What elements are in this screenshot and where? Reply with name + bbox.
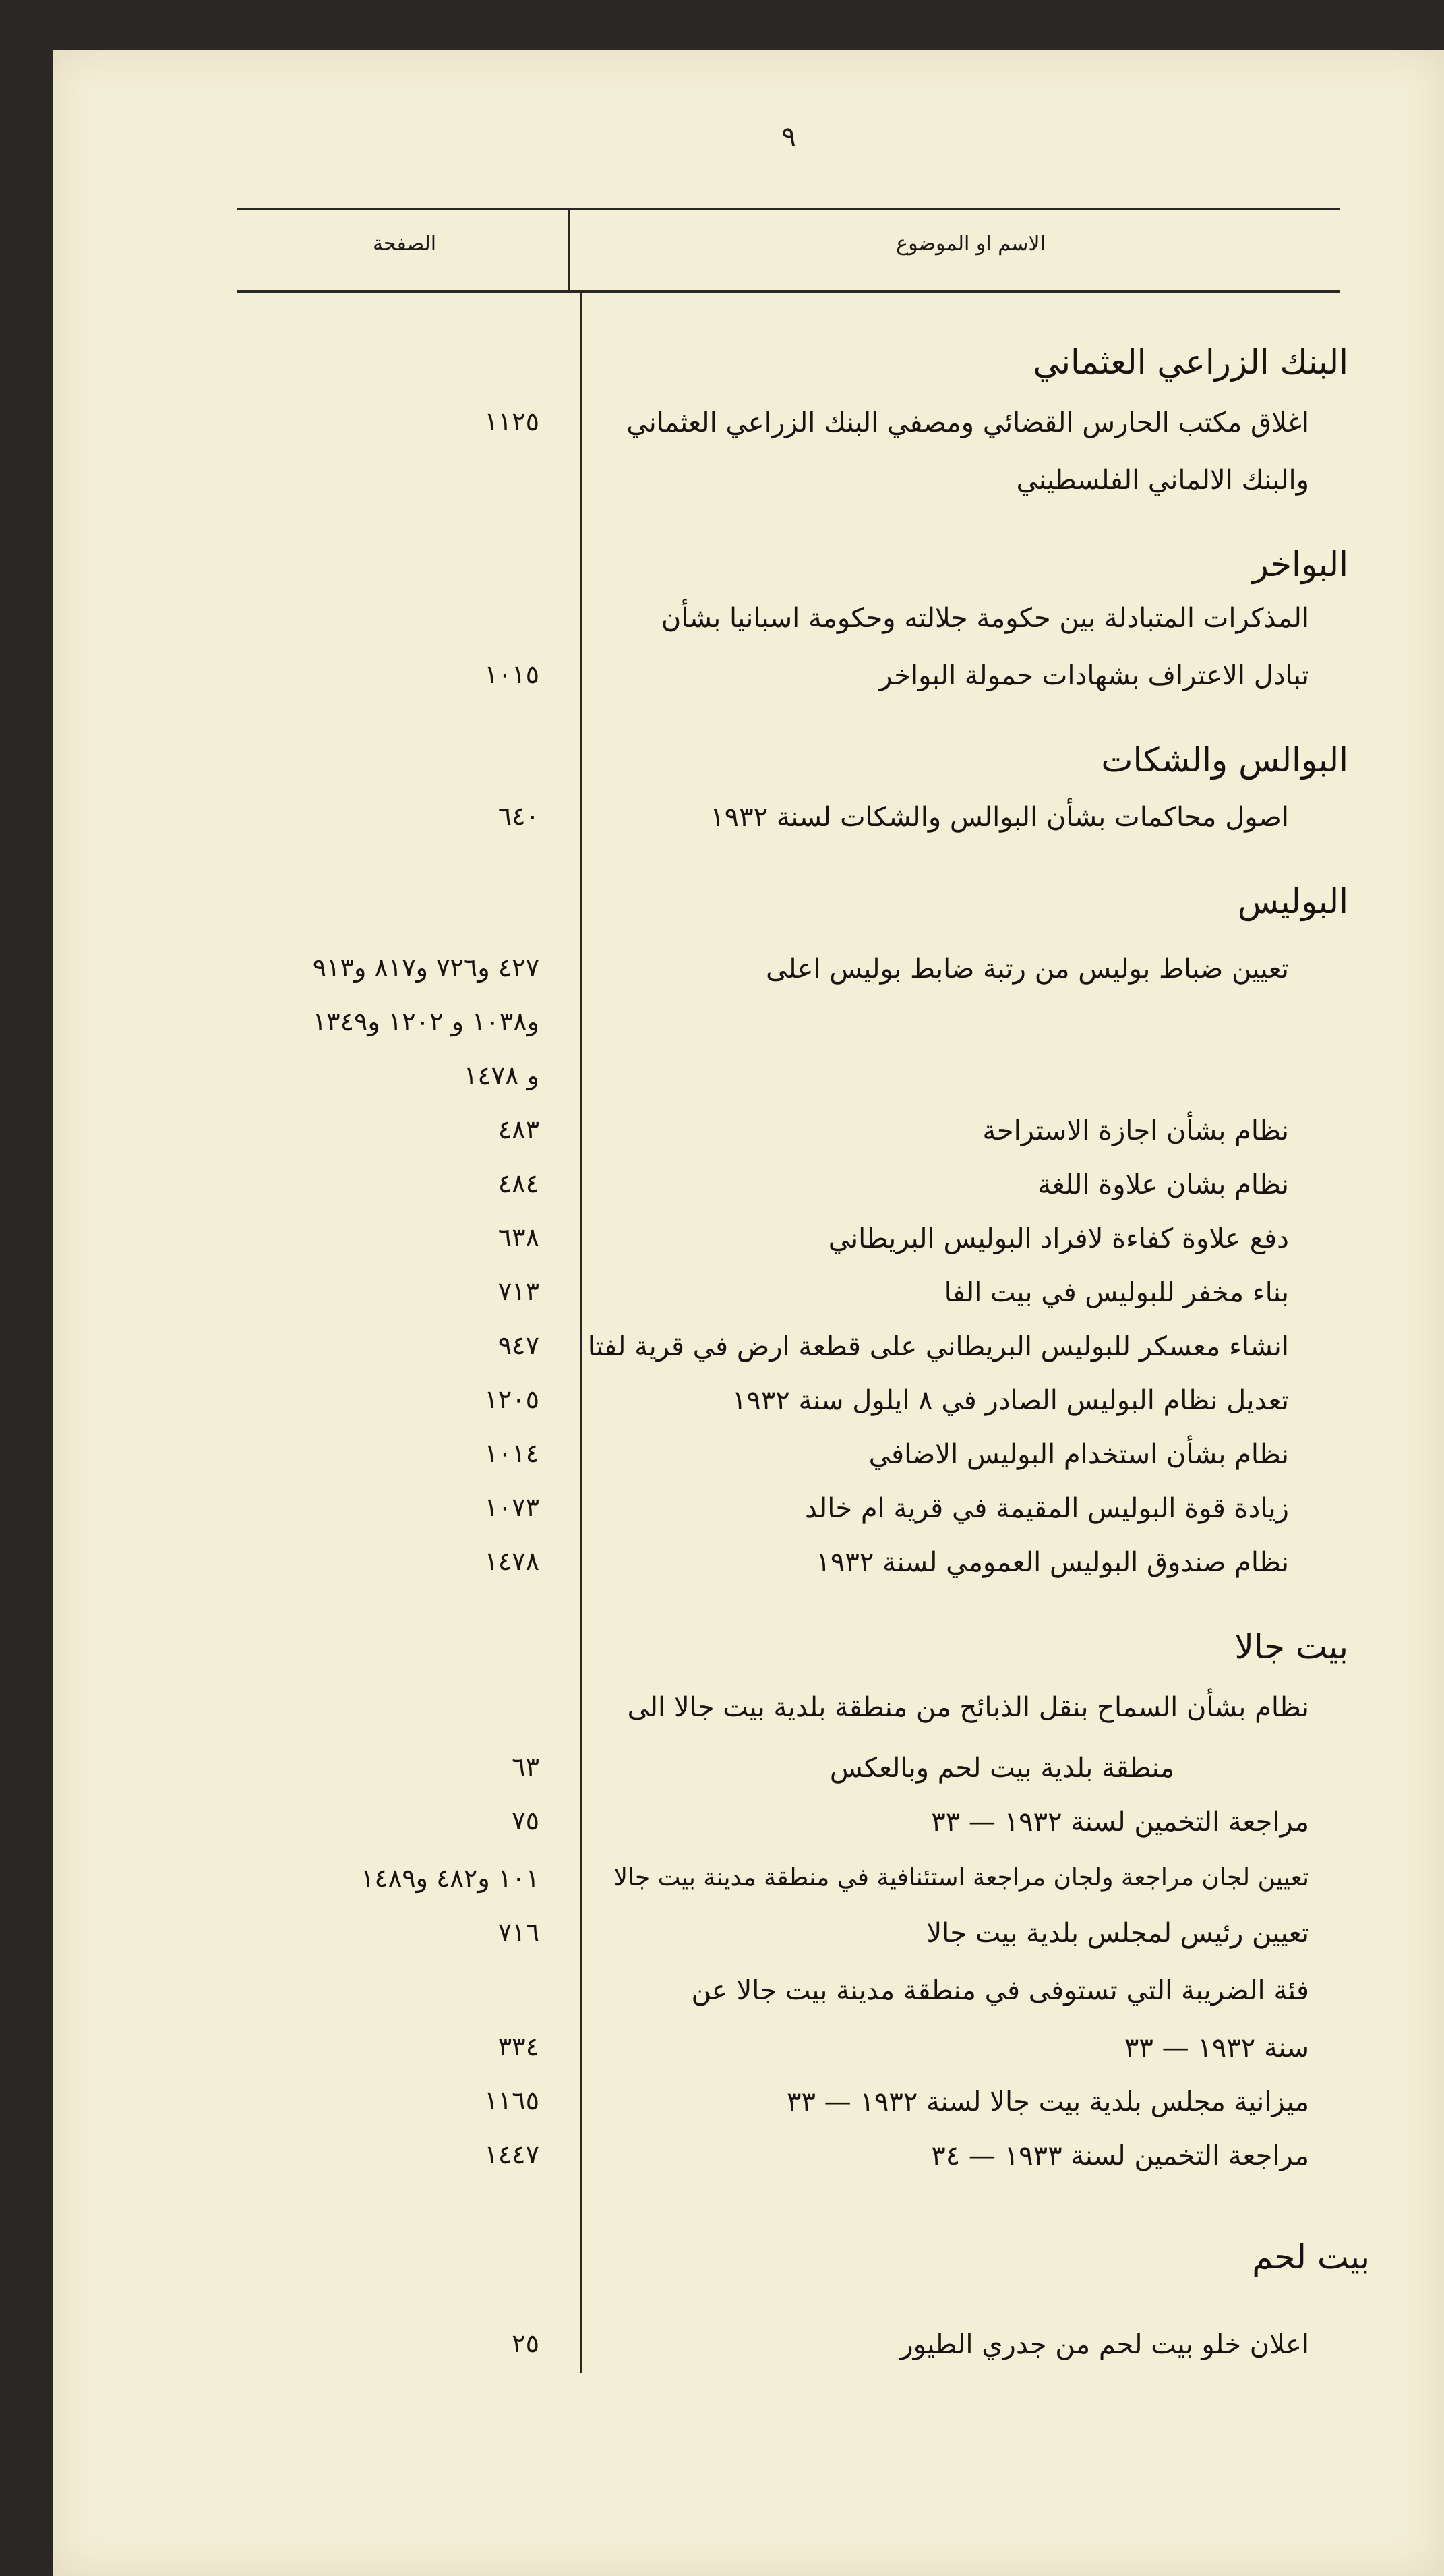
page-ref: ٤٨٣ [498,1115,539,1144]
column-header-page: الصفحة [372,232,437,256]
page-ref: ١١٦٥ [484,2086,539,2115]
page-ref: ٧٥ [512,1806,539,1836]
page-ref: ٦٣ [512,1752,539,1782]
page-ref: ٦٣٨ [498,1223,539,1252]
index-entry: نظام بشأن السماح بنقل الذبائح من منطقة بلدية بيت جالا الى [627,1692,1309,1723]
page-ref: ١٠١٤ [484,1438,539,1468]
index-entry: زيادة قوة البوليس المقيمة في قرية ام خالد [805,1493,1289,1524]
index-heading: بيت جالا [1234,1627,1348,1666]
index-entry: انشاء معسكر للبوليس البريطاني على قطعة ارض في قرية لفتا [587,1331,1289,1362]
index-entry: نظام بشأن اجازة الاستراحة [982,1115,1289,1146]
page-ref: ١٠١٥ [484,660,539,689]
index-entry: المذكرات المتبادلة بين حكومة جلالته وحكومة اسبانيا بشأن [661,603,1309,634]
index-entry: اعلان خلو بيت لحم من جدري الطيور [900,2329,1309,2360]
index-heading: البنك الزراعي العثماني [1033,343,1348,382]
index-entry: اصول محاكمات بشأن البوالس والشكات لسنة ١٩٣٢ [710,802,1289,833]
index-heading: البواخر [1252,545,1348,584]
index-heading: بيت لحم [1252,2237,1370,2277]
index-entry: ميزانية مجلس بلدية بيت جالا لسنة ١٩٣٢ — ٣٣ [787,2086,1309,2117]
page-ref: ٧١٦ [498,1917,539,1947]
index-entry: مراجعة التخمين لسنة ١٩٣٣ — ٣٤ [931,2140,1309,2171]
page-ref: ٤٨٤ [498,1169,539,1198]
page-ref: ١٢٠٥ [484,1384,539,1414]
page-ref: و١٠٣٨ و ١٢٠٢ و١٣٤٩ [312,1007,539,1036]
page-number: ٩ [781,121,796,152]
index-entry: مراجعة التخمين لسنة ١٩٣٢ — ٣٣ [931,1807,1309,1838]
page-ref: ٧١٣ [498,1277,539,1306]
page-ref: ١٠٧٣ [484,1492,539,1522]
index-entry: بناء مخفر للبوليس في بيت الفا [944,1277,1289,1308]
index-entry-continued: سنة ١٩٣٢ — ٣٣ [1124,2032,1309,2063]
page-ref: و ١٤٧٨ [463,1061,539,1090]
page-ref: ١٤٧٨ [484,1546,539,1576]
index-entry: تعيين ضباط بوليس من رتبة ضابط بوليس اعلى [766,954,1289,985]
index-entry: نظام بشأن استخدام البوليس الاضافي [868,1439,1289,1470]
index-entry: اغلاق مكتب الحارس القضائي ومصفي البنك الزراعي العثماني [626,407,1309,438]
column-header-name: الاسم او الموضوع [896,232,1046,256]
page-ref: ٢٥ [512,2329,539,2358]
page-ref: ٣٣٤ [498,2032,539,2061]
index-entry: فئة الضريبة التي تستوفى في منطقة مدينة بيت جالا عن [691,1975,1309,2006]
index-entry: تبادل الاعتراف بشهادات حمولة البواخر [879,660,1309,691]
index-entry: دفع علاوة كفاءة لافراد البوليس البريطاني [828,1223,1289,1254]
index-entry: تعديل نظام البوليس الصادر في ٨ ايلول سنة ١٩٣٢ [731,1385,1289,1416]
index-entry: نظام بشان علاوة اللغة [1037,1169,1289,1200]
page-ref: ٦٤٠ [498,801,539,831]
index-entry: تعيين رئيس لمجلس بلدية بيت جالا [926,1918,1309,1949]
page-ref: ١٤٤٧ [484,2140,539,2169]
page-ref: ١٠١ و٤٨٢ و١٤٨٩ [361,1863,539,1893]
page-ref: ٤٢٧ و٧٢٦ و٨١٧ و٩١٣ [312,953,539,983]
index-heading: البوليس [1237,882,1348,921]
index-entry-continued: منطقة بلدية بيت لحم وبالعكس [829,1753,1174,1784]
index-entry-continued: والبنك الالماني الفلسطيني [1016,465,1309,496]
page-ref: ٩٤٧ [498,1330,539,1360]
index-entry: نظام صندوق البوليس العمومي لسنة ١٩٣٢ [816,1547,1289,1578]
index-entry: تعيين لجان مراجعة ولجان مراجعة استئنافية في منطقة مدينة بيت جالا [613,1864,1309,1892]
page-ref: ١١٢٥ [484,407,539,436]
index-heading: البوالس والشكات [1101,740,1348,780]
